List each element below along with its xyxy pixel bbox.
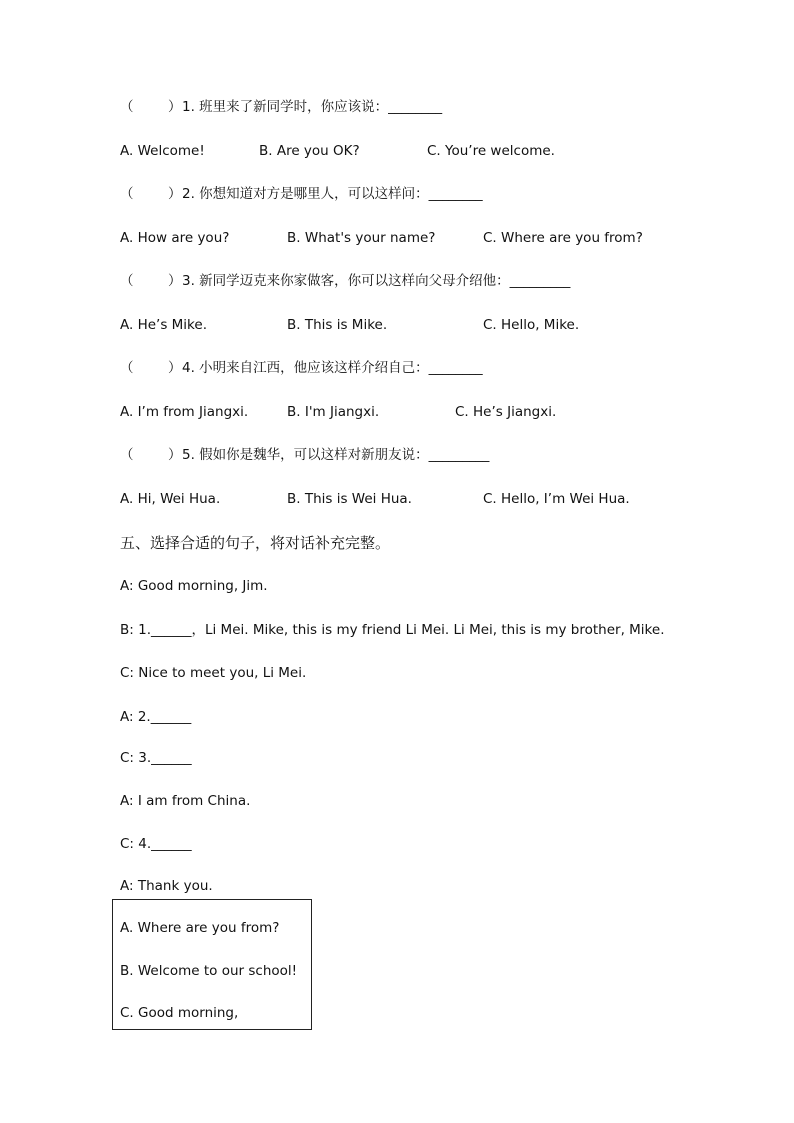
option-a: A. I’m from Jiangxi. — [120, 404, 249, 420]
question-text: 3. 新同学迈克来你家做客，你可以这样向父母介绍他：_________ — [182, 273, 571, 289]
dialogue-line: C: Nice to meet you, Li Mei. — [120, 665, 307, 681]
option-b: B. Are you OK? — [259, 143, 360, 159]
question-text: 5. 假如你是魏华，可以这样对新朋友说：_________ — [182, 447, 490, 463]
answer-paren-close: ） — [168, 360, 182, 376]
dialogue-line: A: I am from China. — [120, 793, 251, 809]
option-a: A. He’s Mike. — [120, 317, 207, 333]
option-b: B. I'm Jiangxi. — [287, 404, 380, 420]
option-a: A. Welcome! — [120, 143, 205, 159]
question-text: 2. 你想知道对方是哪里人，可以这样问：________ — [182, 186, 483, 202]
answer-paren-open: （ — [120, 99, 134, 115]
choice-a: A. Where are you from? — [120, 920, 280, 936]
option-c: C. Hello, I’m Wei Hua. — [483, 491, 630, 507]
answer-paren-close: ） — [168, 447, 182, 463]
answer-paren-close: ） — [168, 186, 182, 202]
section-title: 五、选择合适的句子，将对话补充完整。 — [120, 534, 391, 552]
option-a: A. How are you? — [120, 230, 230, 246]
option-c: C. Where are you from? — [483, 230, 643, 246]
question-text: 4. 小明来自江西，他应该这样介绍自己：________ — [182, 360, 483, 376]
answer-paren-open: （ — [120, 186, 134, 202]
option-b: B. This is Mike. — [287, 317, 388, 333]
choice-c: C. Good morning, — [120, 1005, 239, 1021]
dialogue-line: C: 3.______ — [120, 750, 192, 766]
answer-paren-open: （ — [120, 360, 134, 376]
option-b: B. This is Wei Hua. — [287, 491, 412, 507]
question-text: 1. 班里来了新同学时，你应该说：________ — [182, 99, 443, 115]
option-a: A. Hi, Wei Hua. — [120, 491, 221, 507]
dialogue-line: A: 2.______ — [120, 709, 192, 725]
dialogue-line: B: 1.______，Li Mei. Mike, this is my friend Li Mei. Li Mei, this is my brother, Mike. — [120, 622, 665, 638]
option-c: C. Hello, Mike. — [483, 317, 580, 333]
choice-b: B. Welcome to our school! — [120, 963, 298, 979]
answer-paren-close: ） — [168, 99, 182, 115]
dialogue-line: A: Thank you. — [120, 878, 213, 894]
answer-paren-close: ） — [168, 273, 182, 289]
dialogue-line: C: 4.______ — [120, 836, 192, 852]
answer-paren-open: （ — [120, 273, 134, 289]
answer-paren-open: （ — [120, 447, 134, 463]
option-c: C. You’re welcome. — [427, 143, 555, 159]
choices-box — [112, 899, 312, 1030]
option-c: C. He’s Jiangxi. — [455, 404, 557, 420]
option-b: B. What's your name? — [287, 230, 436, 246]
dialogue-line: A: Good morning, Jim. — [120, 578, 268, 594]
